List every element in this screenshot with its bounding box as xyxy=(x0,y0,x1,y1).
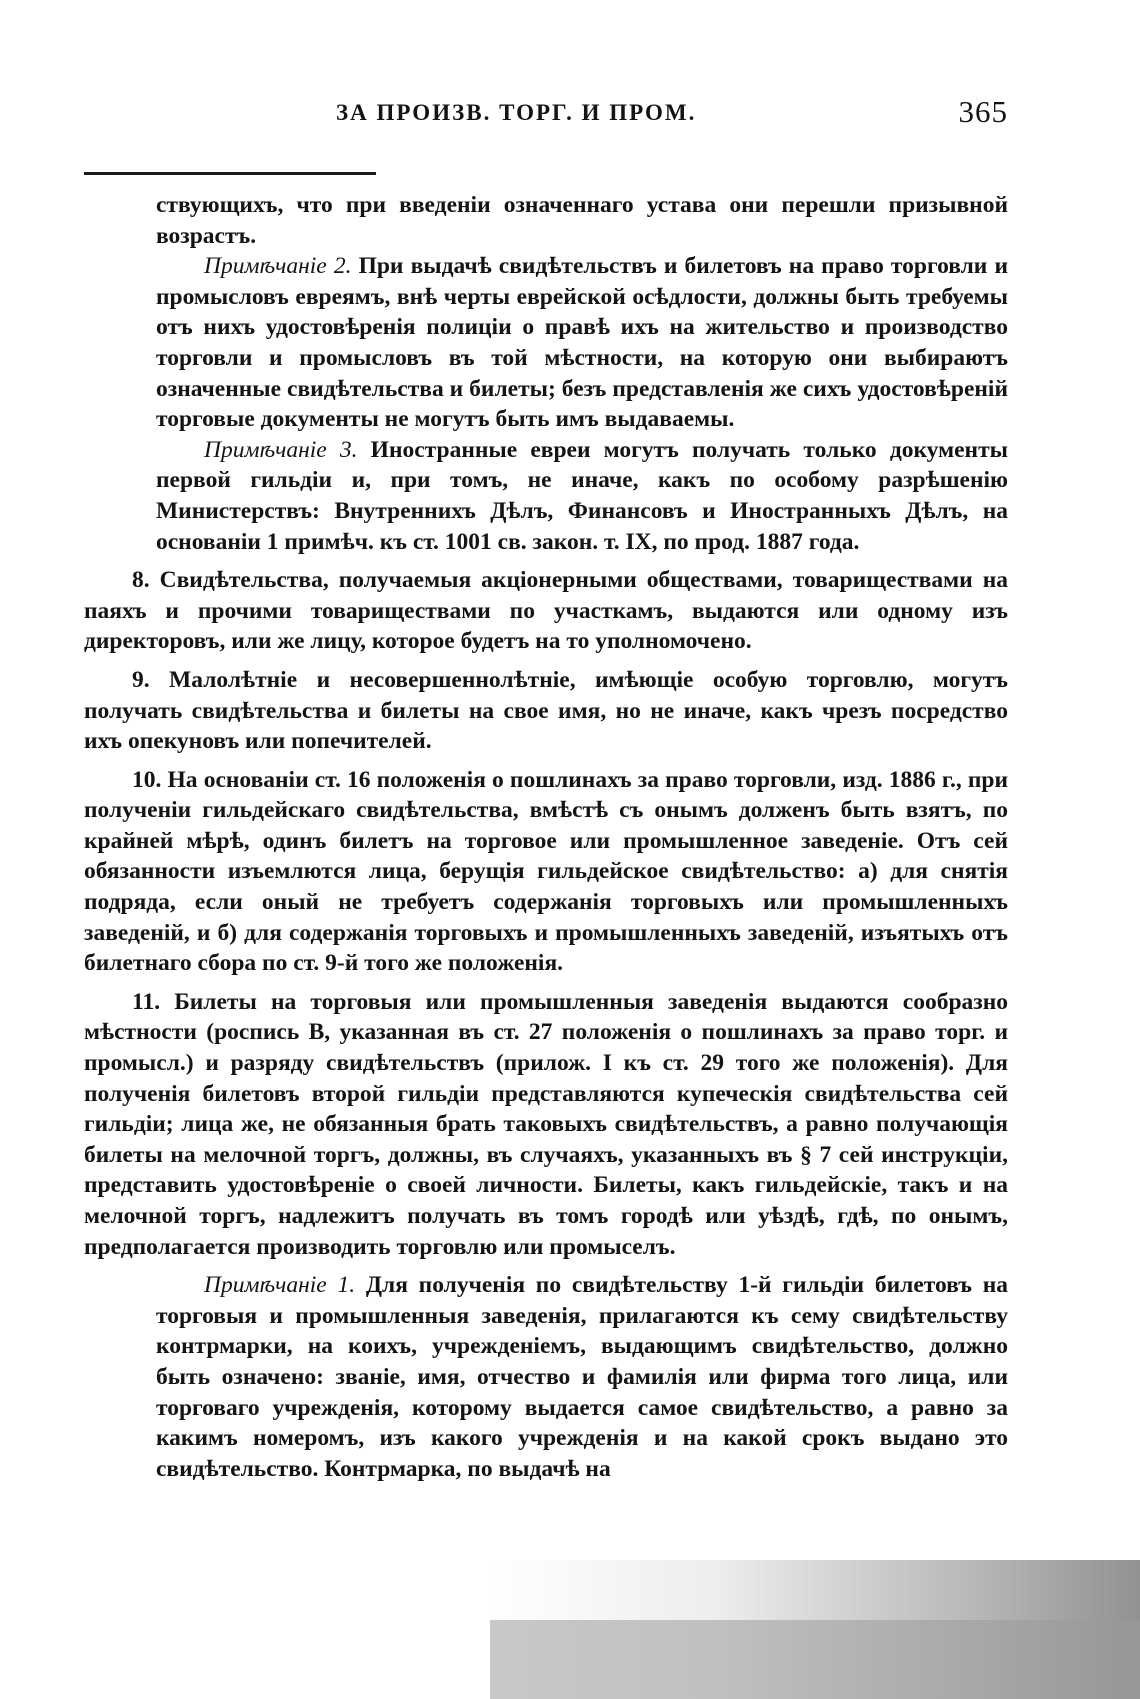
note-11-1-label: Примѣчаніе 1. xyxy=(204,1272,356,1299)
note-3-label: Примѣчаніе 3. xyxy=(204,436,358,463)
note-11-1-text: Для полученія по свидѣтельству 1-й гильдіи билетовъ на торговыя и промышленныя заведенія, прилагаются къ сему свидѣтельству контрмарки, на коихъ, учрежденіемъ, выдающимъ свидѣтельство, должно быть означено: званіе, имя, отчество и фамилія или фирма того лица, или торговаго учрежденія, которому выдается самое свидѣтельство, а равно за какимъ номеромъ, изъ какого учрежденія и на какой срокъ выдано это свидѣтельство. Контрмарка, по выдачѣ на xyxy=(156,1272,1008,1482)
scan-shadow-bottom xyxy=(490,1620,1140,1699)
note-3-text: Иностранные евреи могутъ получать только документы первой гильдіи и, при томъ, не иначе, какъ по особому разрѣшенію Министерствъ: Внутреннихъ Дѣлъ, Финансовъ и Иностранныхъ Дѣлъ, на основаніи 1 примѣч. къ ст. 1001 св. закон. т. IX, по прод. 1887 года. xyxy=(156,436,1008,555)
paragraph-10: 10. На основаніи ст. 16 положенія о пошлинахъ за право торговли, изд. 1886 г., при полученіи гильдейскаго свидѣтельства, вмѣстѣ съ онымъ долженъ быть взятъ, по крайней мѣрѣ, одинъ билетъ на торговое или промышленное заведеніе. Отъ сей обязанности изъемлются лица, берущія гильдейское свидѣтельство: а) для снятія подряда, если оный не требуетъ содержанія торговыхъ или промышленныхъ заведеній, и б) для содержанія торговыхъ и промышленныхъ заведеній, изъятыхъ отъ билетнаго сбора по ст. 9-й того же положенія. xyxy=(84,766,1008,977)
paragraph-8: 8. Свидѣтельства, получаемыя акціонерными обществами, товариществами на паяхъ и прочими товариществами по участкамъ, выдаются или одному изъ директоровъ, или же лицу, которое будетъ на то уполномочено. xyxy=(84,567,1008,655)
continuation-text: ствующихъ, что при введеніи означеннаго устава они перешли призывной возрастъ. xyxy=(156,192,1008,249)
note-2-text: При выдачѣ свидѣтельствъ и билетовъ на право торговли и промысловъ евреямъ, внѣ черты еврейской осѣдлости, должны быть требуемы отъ нихъ удостовѣренія полиціи о правѣ ихъ на жительство и производство торговли и промысловъ въ той мѣстности, на которую они выбираютъ означенные свидѣтельства и билеты; безъ представленія же сихъ удостовѣреній торговые документы не могутъ быть имъ выдаваемы. xyxy=(156,253,1008,433)
page-header xyxy=(336,94,1008,134)
footnote-rule xyxy=(84,172,376,175)
running-title: ЗА ПРОИЗВ. ТОРГ. И ПРОМ. xyxy=(336,100,697,125)
notes-block xyxy=(84,190,1008,557)
paragraph-11: 11. Билеты на торговыя или промышленныя заведенія выдаются сообразно мѣстности (роспись В, указанная въ ст. 27 положенія о пошлинахъ за право торг. и промысл.) и разряду свидѣтельствъ (прилож. I къ ст. 29 того же положенія). Для полученія билетовъ второй гильдіи представляются купеческія свидѣтельства сей гильдіи; лица же, не обязанныя брать таковыхъ свидѣтельствъ, а равно получающія билеты на мелочной торгъ, должны, въ случаяхъ, указанныхъ въ § 7 сей инструкціи, представить удостовѣреніе о своей личности. Билеты, какъ гильдейскіе, такъ и на мелочной торгъ, надлежитъ получать въ томъ городѣ или уѣздѣ, гдѣ, по онымъ, предполагается производить торговлю или промыселъ. xyxy=(84,988,1008,1260)
page-body xyxy=(84,190,1008,1484)
paragraph-9: 9. Малолѣтніе и несовершеннолѣтніе, имѣющіе особую торговлю, могутъ получать свидѣтельства и билеты на свое имя, но не иначе, какъ чрезъ посредство ихъ опекуновъ или попечителей. xyxy=(84,666,1008,755)
notes-block-11 xyxy=(84,1270,1008,1484)
note-3 xyxy=(156,435,1008,557)
scan-shadow xyxy=(490,1560,1140,1699)
note-2 xyxy=(156,251,1008,435)
page-number: 365 xyxy=(958,94,1008,129)
note-2-label: Примѣчаніе 2. xyxy=(204,253,352,280)
note-11-1 xyxy=(156,1270,1008,1484)
